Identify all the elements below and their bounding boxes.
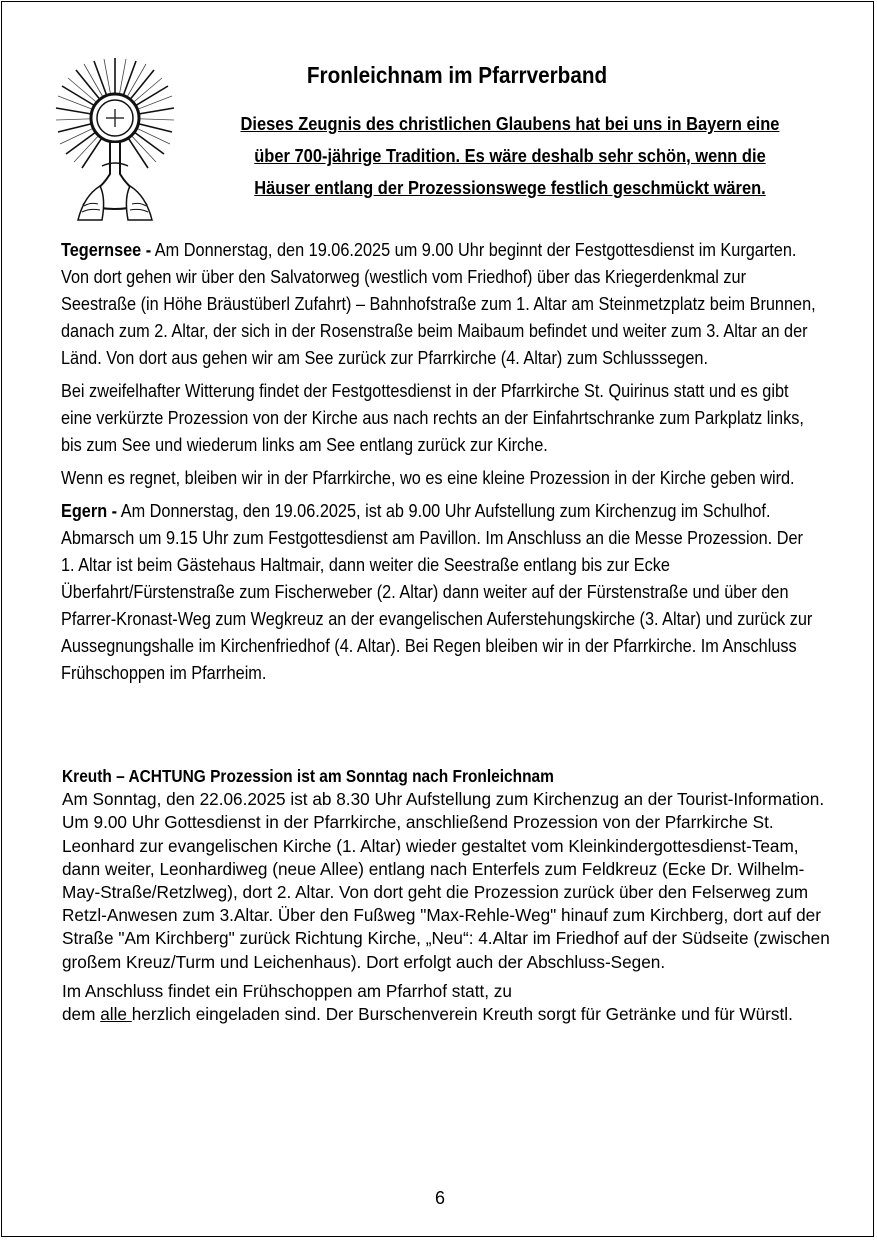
monstrance-icon xyxy=(54,56,176,222)
kreuth-paragraph: Am Sonntag, den 22.06.2025 ist ab 8.30 Uhr Aufstellung zum Kirchenzug an der Tourist-Information. xyxy=(62,789,825,810)
underlined-word: alle xyxy=(100,1004,132,1025)
main-text xyxy=(61,236,818,692)
tegernsee-weather: Bei zweifelhafter Witterung findet der Festgottesdienst in der Pfarrkirche St. Quirinus statt und es gibt eine verkürzte Prozession von der Kirche aus nach rechts an der Einfahrtschranke zum Parkplatz links, bis zum See und wiederum links am See entlang zurück zur Kirche. xyxy=(61,380,804,455)
egern-section xyxy=(61,497,818,686)
tegernsee-label: Tegernsee - xyxy=(61,239,152,260)
document-page xyxy=(1,1,874,1237)
egern-text: Am Donnerstag, den 19.06.2025, ist ab 9.00 Uhr Aufstellung zum Kirchenzug im Schulhof. Abmarsch um 9.15 Uhr zum Festgottesdienst am Pavillon. Im Anschluss an die Messe Prozession. Der 1. Altar ist beim Gästehaus Haltmair, dann weiter die Seestraße entlang bis zur Ecke Überfahrt/Fürstenstraße zum Fischerweber (2. Altar) dann weiter auf der Fürstenstraße und über den Pfarrer-Kronast-Weg zum Wegkreuz an der evangelischen Auferstehungskirche (3. Altar) und zurück zur Aussegnungshalle im Kirchenfriedhof (4. Altar). Bei Regen bleiben wir in der Pfarrkirche. Im Anschluss Frühschoppen im Pfarrheim. xyxy=(61,500,813,683)
page-number: 6 xyxy=(434,1188,445,1208)
intro-line: Dieses Zeugnis des christlichen Glaubens hat bei uns in Bayern eine xyxy=(240,113,780,134)
tegernsee-section xyxy=(61,236,818,371)
kreuth-closing-line1: Im Anschluss findet ein Frühschoppen am Pfarrhof statt, zu xyxy=(62,980,512,1001)
kreuth-closing-pre: dem xyxy=(62,1004,101,1025)
intro-statement xyxy=(216,108,803,204)
page-title: Fronleichnam im Pfarrverband xyxy=(306,62,608,88)
tegernsee-text: Am Donnerstag, den 19.06.2025 um 9.00 Uhr beginnt der Festgottesdienst im Kurgarten. Von dort gehen wir über den Salvatorweg (westlich vom Friedhof) über das Kriegerdenkmal zur Seestraße (in Höhe Bräustüberl Zufahrt) – Bahnhofstraße zum 1. Altar am Steinmetzplatz beim Brunnen, danach zum 2. Altar, der sich in der Rosenstraße beim Maibaum befindet und weiter zum 3. Altar an der Länd. Von dort aus gehen wir am See zurück zur Pfarrkirche (4. Altar) zum Schlusssegen. xyxy=(61,239,816,368)
intro-line: über 700-jährige Tradition. Es wäre deshalb sehr schön, wenn die xyxy=(254,145,766,166)
egern-label: Egern - xyxy=(61,500,118,521)
kreuth-paragraph: Um 9.00 Uhr Gottesdienst in der Pfarrkirche, anschließend Prozession von der Pfarrkirche St. Leonhard zur evangelischen Kirche (1. Altar) wieder gestaltet vom Kleinkindergottesdienst-Team, dann weiter, Leonhardiweg (neue Allee) entlang nach Enterfels zum Feldkreuz (Ecke Dr. Wilhelm-May-Straße/Retzlweg), dort 2. Altar. Von dort geht die Prozession zurück über den Felserweg zum Retzl-Anwesen zum 3.Altar. Über den Fußweg "Max-Rehle-Weg" hinauf zum Kirchberg, dort auf der Straße "Am Kirchberg" zurück Richtung Kirche, „Neu“: 4.Altar im Friedhof auf der Südseite (zwischen großem Kreuz/Turm und Leichenhaus). Dort erfolgt auch der Abschluss-Segen. xyxy=(62,812,830,972)
kreuth-closing xyxy=(62,980,832,1026)
tegernsee-rain: Wenn es regnet, bleiben wir in der Pfarrkirche, wo es eine kleine Prozession in der Kirche geben wird. xyxy=(61,467,795,488)
kreuth-section xyxy=(62,765,832,1026)
intro-line: Häuser entlang der Prozessionswege festlich geschmückt wären. xyxy=(254,177,766,198)
kreuth-heading: Kreuth – ACHTUNG Prozession ist am Sonntag nach Fronleichnam xyxy=(62,766,554,786)
kreuth-closing-post: herzlich eingeladen sind. Der Burschenverein Kreuth sorgt für Getränke und für Würstl. xyxy=(131,1004,793,1025)
